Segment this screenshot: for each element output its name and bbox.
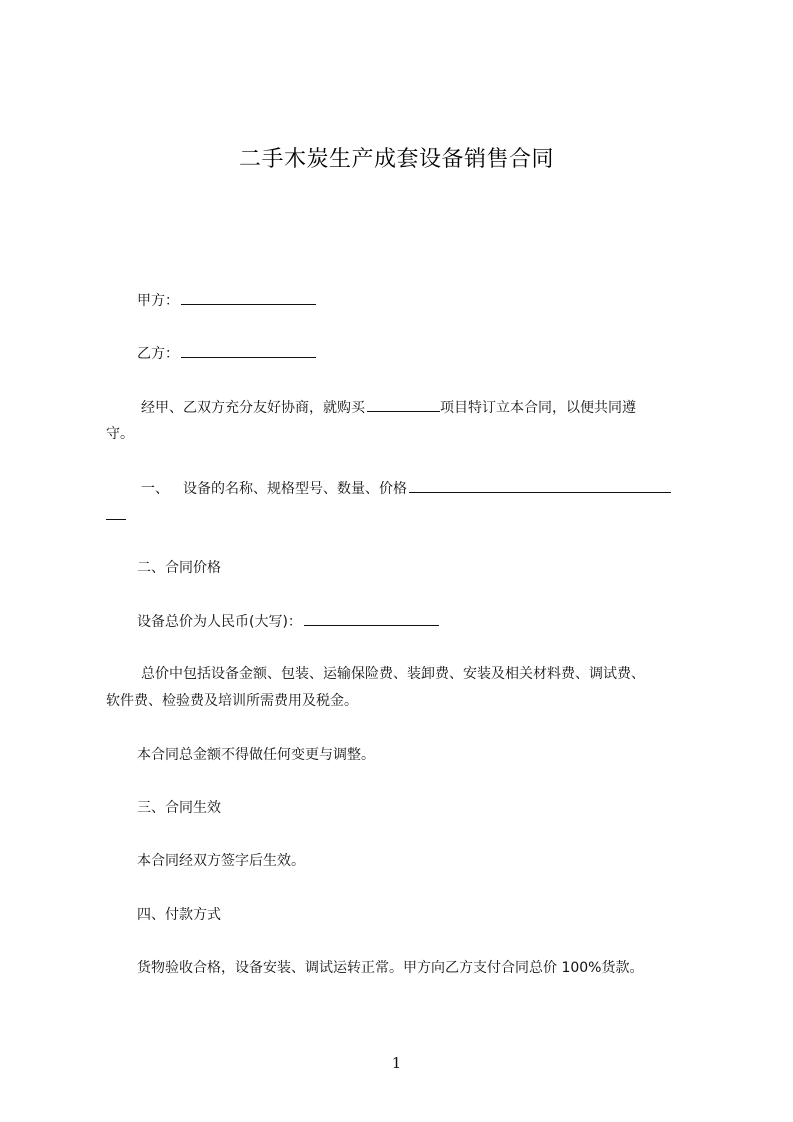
section-3-heading: 三、合同生效	[137, 800, 221, 816]
party-b-blank[interactable]	[181, 341, 316, 358]
party-b-label: 乙方：	[137, 346, 179, 362]
total-price-label: 设备总价为人民币(大写)：	[137, 614, 302, 630]
price-includes-line-2: 软件费、检验费及培训所需费用及税金。	[106, 693, 358, 709]
equipment-details-blank[interactable]	[409, 476, 671, 493]
purchase-item-blank[interactable]	[367, 395, 440, 412]
equipment-details-blank-cont[interactable]	[106, 503, 126, 520]
payment-clause: 货物验收合格，设备安装、调试运转正常。甲方向乙方支付合同总价 100%货款。	[137, 960, 644, 976]
effective-clause: 本合同经双方签字后生效。	[137, 853, 305, 869]
intro-continuation: 守。	[106, 426, 134, 442]
price-includes-line-1: 总价中包括设备金额、包装、运输保险费、装卸费、安装及相关材料费、调试费、	[141, 666, 645, 682]
total-price-line	[106, 609, 743, 635]
section-1-title: 设备的名称、规格型号、数量、价格	[183, 481, 407, 497]
section-2-heading: 二、合同价格	[137, 560, 221, 576]
section-4-heading: 四、付款方式	[137, 907, 221, 923]
party-a-line	[106, 288, 743, 314]
intro-paragraph	[106, 395, 747, 421]
intro-text-2: 项目特订立本合同，以便共同遵	[440, 400, 636, 416]
section-1-heading	[106, 476, 747, 502]
intro-text-1: 经甲、乙双方充分友好协商，就购买	[141, 400, 365, 416]
page-number: 1	[391, 1054, 402, 1072]
total-price-blank[interactable]	[304, 609, 439, 626]
document-title: 二手木炭生产成套设备销售合同	[238, 147, 554, 172]
section-1-number: 一、	[141, 481, 169, 497]
no-change-clause: 本合同总金额不得做任何变更与调整。	[137, 747, 375, 763]
party-a-blank[interactable]	[181, 288, 316, 305]
section-1-blank-continuation	[106, 503, 712, 529]
party-b-line	[106, 341, 743, 367]
party-a-label: 甲方：	[137, 293, 179, 309]
